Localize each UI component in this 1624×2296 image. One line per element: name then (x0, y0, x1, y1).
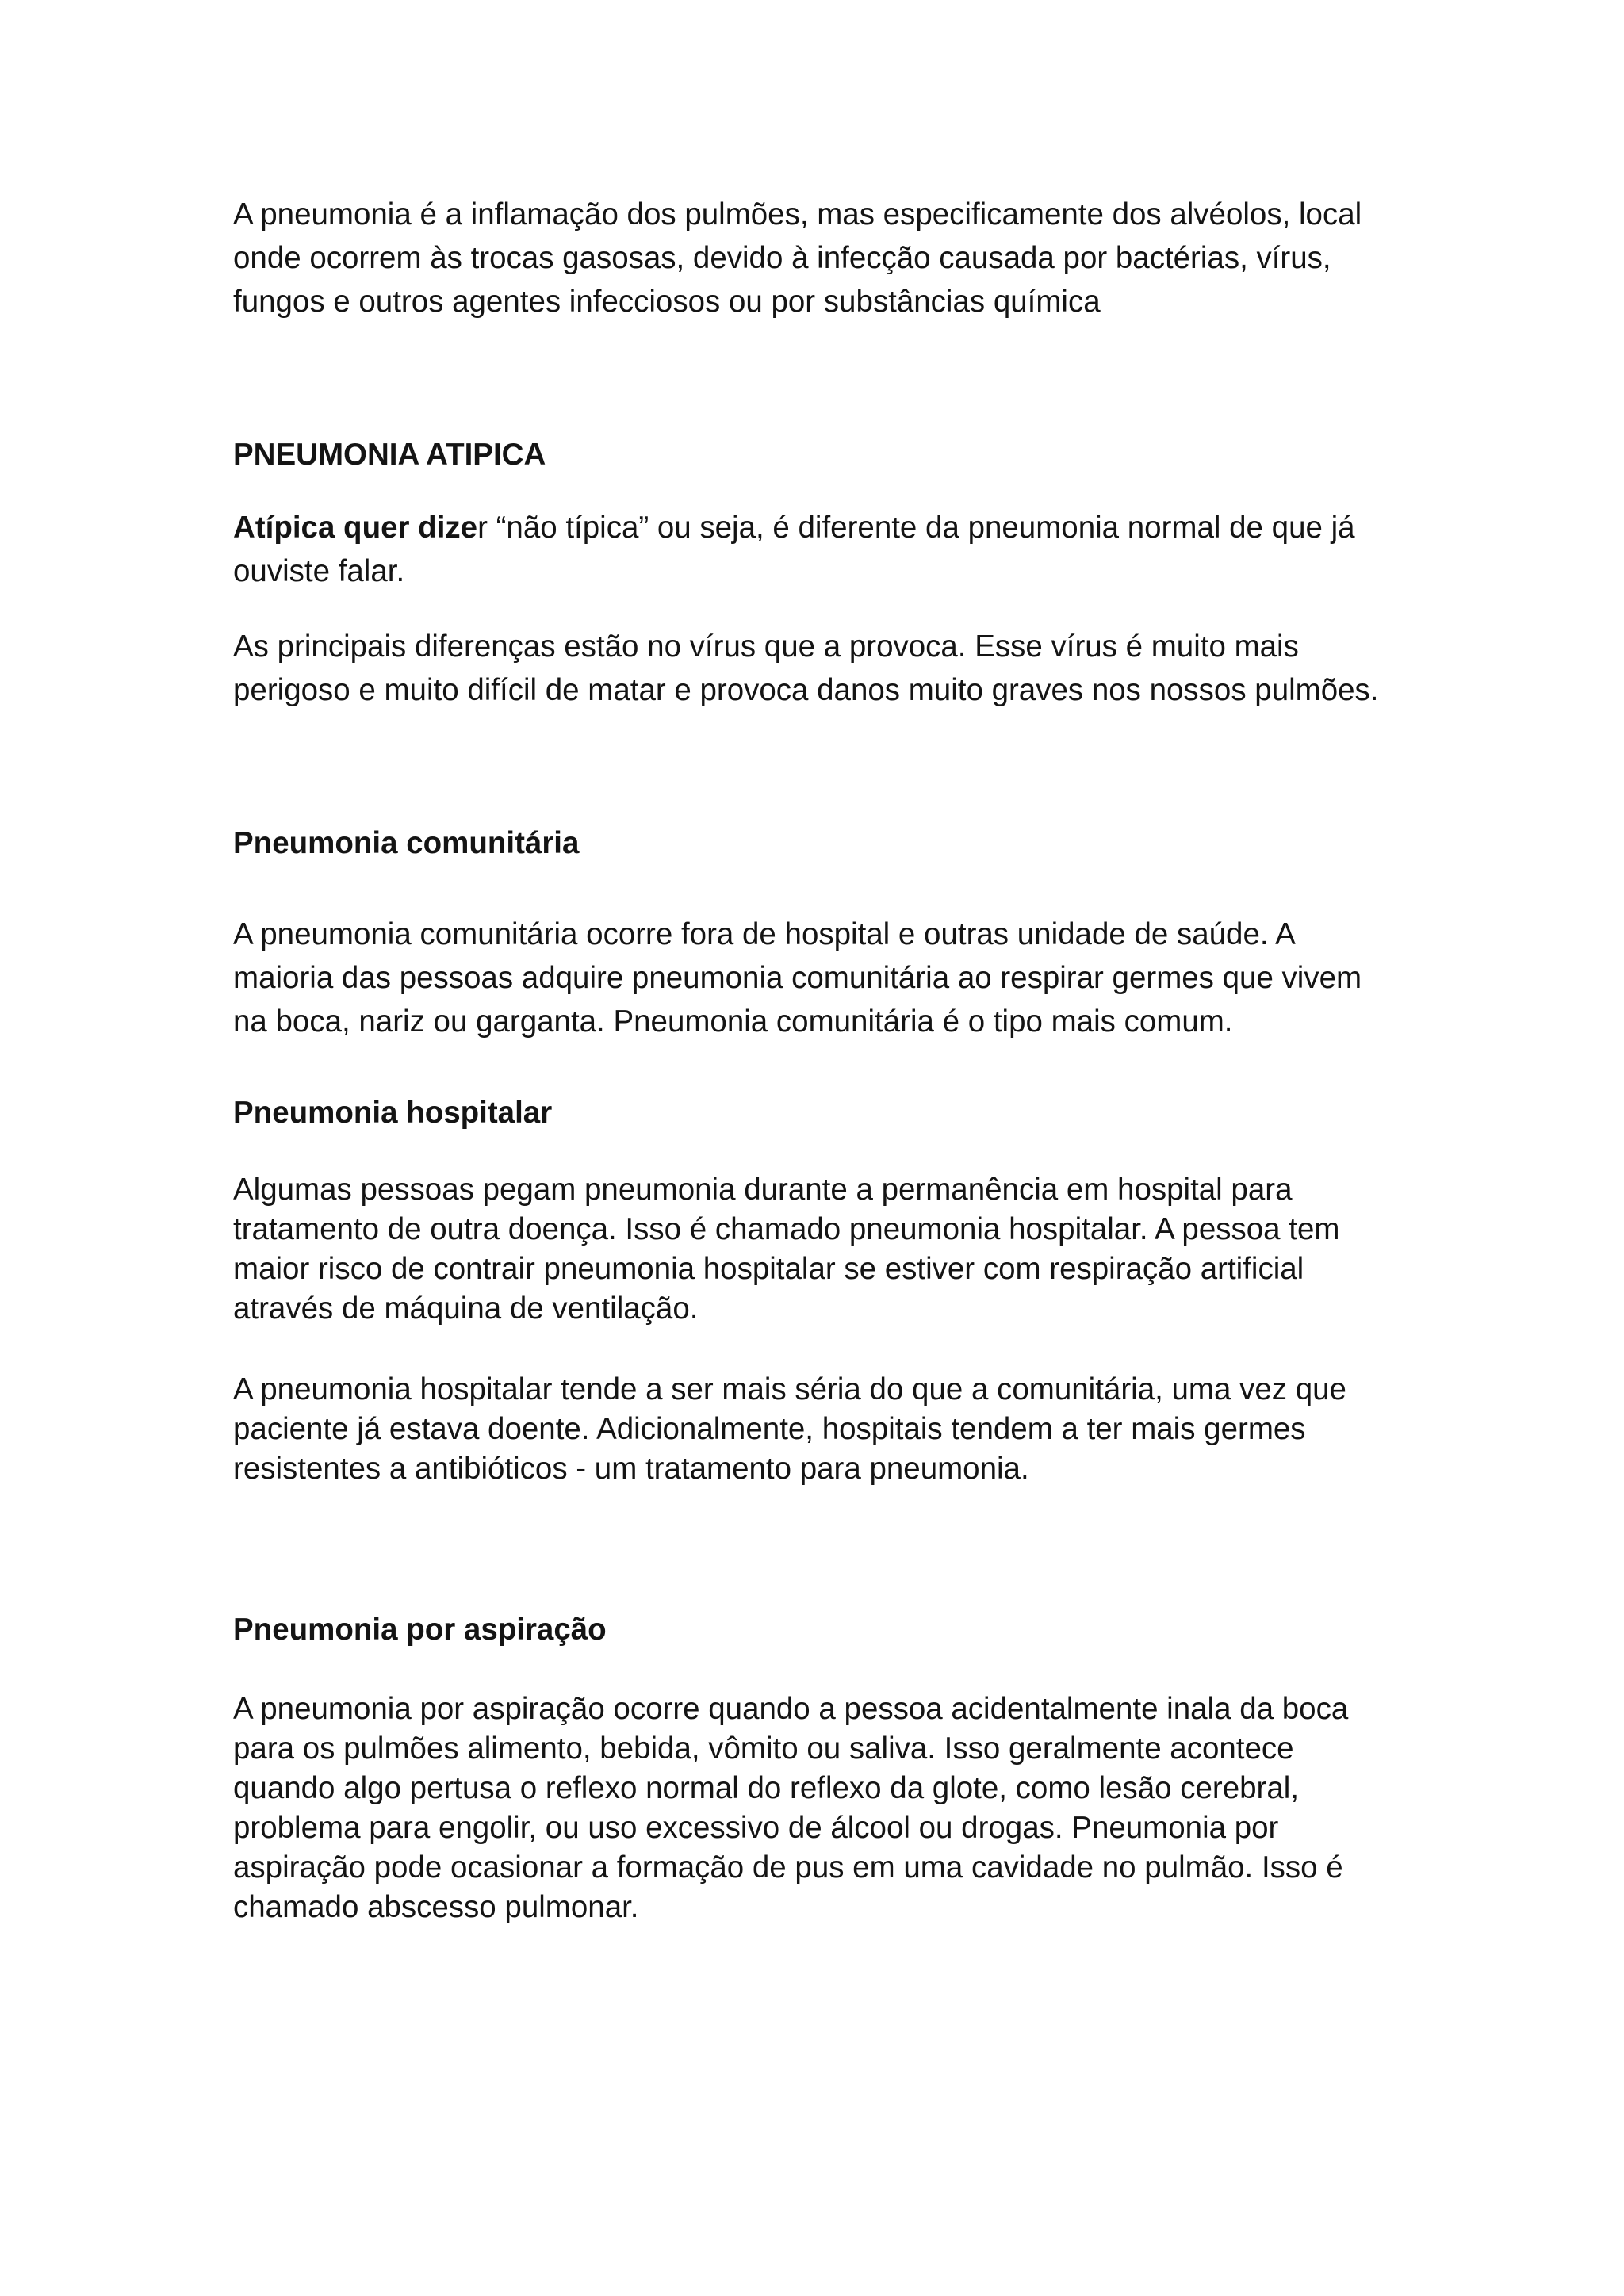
hospitalar-paragraph-2: A pneumonia hospitalar tende a ser mais séria do que a comunitária, uma vez que paciente já estava doente. Adicionalmente, hospitais tendem a ter mais germes resistentes a antibióticos - um tratamento para pneumonia. (233, 1372, 1346, 1486)
section-heading-atipica: PNEUMONIA ATIPICA (233, 438, 546, 472)
atipica-lead-paragraph (233, 506, 1399, 593)
atipica-lead-bold: Atípica quer dize (233, 511, 478, 545)
comunitaria-paragraph: A pneumonia comunitária ocorre fora de hospital e outras unidade de saúde. A maioria das pessoas adquire pneumonia comunitária ao respirar germes que vivem na boca, nariz ou garganta. Pneumonia comunitária é o tipo mais comum. (233, 917, 1362, 1039)
atipica-lead-rest: r “não típica” ou seja, é diferente da pneumonia normal de que já ouviste falar. (233, 511, 1355, 588)
intro-paragraph: A pneumonia é a inflamação dos pulmões, mas especificamente dos alvéolos, local onde ocorrem às trocas gasosas, devido à infecção causada por bactérias, vírus, fungos e outros agentes infecciosos ou por substâncias química (233, 197, 1362, 319)
section-heading-comunitaria: Pneumonia comunitária (233, 826, 580, 860)
atipica-paragraph: As principais diferenças estão no vírus que a provoca. Esse vírus é muito mais perigoso e muito difícil de matar e provoca danos muito graves nos nossos pulmões. (233, 629, 1379, 707)
section-heading-hospitalar: Pneumonia hospitalar (233, 1096, 553, 1130)
hospitalar-paragraph-1: Algumas pessoas pegam pneumonia durante a permanência em hospital para tratamento de outra doença. Isso é chamado pneumonia hospitalar. A pessoa tem maior risco de contrair pneumonia hospitalar se estiver com respiração artificial através de máquina de ventilação. (233, 1173, 1340, 1326)
aspiracao-paragraph: A pneumonia por aspiração ocorre quando a pessoa acidentalmente inala da boca para os pulmões alimento, bebida, vômito ou saliva. Isso geralmente acontece quando algo pertusa o reflexo normal do reflexo da glote, como lesão cerebral, problema para engolir, ou uso excessivo de álcool ou drogas. Pneumonia por aspiração pode ocasionar a formação de pus em uma cavidade no pulmão. Isso é chamado abscesso pulmonar. (233, 1692, 1349, 1924)
section-heading-aspiracao: Pneumonia por aspiração (233, 1613, 607, 1647)
